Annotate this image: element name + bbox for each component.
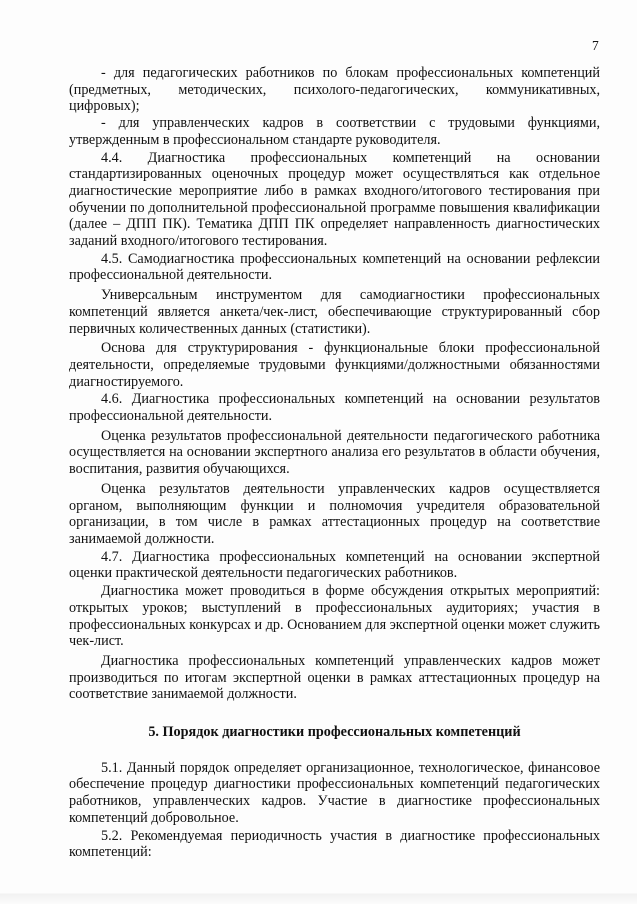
paragraph-open-events: Диагностика может проводиться в форме обсуждения открытых мероприятий: открытых уроков; выступлений в профессиональных аудиториях; участия в профессиональных конкурсах и др. Основанием для экспертной оценки может служить чек-лист.: [69, 583, 600, 650]
section-heading: 5. Порядок диагностики профессиональных компетенций: [148, 724, 521, 741]
paragraph-4-4: 4.4. Диагностика профессиональных компетенций на основании стандартизированных оценочных процедур может осуществляться как отдельное диагностические мероприятие либо в рамках входного/итогового тестирования при обучении по дополнительной профессиональной программе повышения квалификации (далее – ДПП ПК). Тематика ДПП ПК определяет направленность диагностических заданий входного/итогового тестирования.: [69, 149, 600, 250]
paragraph-teacher-results-evaluation: Оценка результатов профессиональной деятельности педагогического работника осуществляется на основании экспертного анализа его результатов в области обучения, воспитания, развития обучающихся.: [69, 427, 600, 478]
paragraph-4-7: 4.7. Диагностика профессиональных компетенций на основании экспертной оценки практической деятельности педагогических работников.: [69, 548, 600, 582]
paragraph-4-6: 4.6. Диагностика профессиональных компетенций на основании результатов профессиональной деятельности.: [69, 391, 600, 425]
paragraph-structuring-basis: Основа для структурирования - функциональные блоки профессиональной деятельности, определяемые трудовыми функциями/должностными обязанностями диагностируемого.: [69, 340, 600, 390]
scan-bottom-edge: [0, 888, 637, 904]
paragraph-managers: - для управленческих кадров в соответствии с трудовыми функциями, утвержденным в профессиональном стандарте руководителя.: [69, 115, 600, 148]
paragraph-4-5: 4.5. Самодиагностика профессиональных компетенций на основании рефлексии профессиональной деятельности.: [69, 250, 600, 284]
paragraph-manager-results-evaluation: Оценка результатов деятельности управленческих кадров осуществляется органом, выполняющим функции и полномочия учредителя образовательной организации, в том числе в рамках аттестационных процедур на соответствие занимаемой должности.: [69, 480, 600, 547]
page-number: 7: [592, 38, 599, 53]
paragraph-self-diagnostic-tool: Универсальным инструментом для самодиагностики профессиональных компетенций является анкета/чек-лист, обеспечивающие структурированный сбор первичных количественных данных (статистики).: [69, 287, 600, 337]
paragraph-teachers-blocks: - для педагогических работников по блокам профессиональных компетенций (предметных, методических, психолого-педагогических, коммуникативных, цифровых);: [69, 65, 600, 115]
paragraph-5-2: 5.2. Рекомендуемая периодичность участия в диагностике профессиональных компетенций:: [69, 827, 600, 861]
paragraph-manager-expert-evaluation: Диагностика профессиональных компетенций управленческих кадров может производиться по итогам экспертной оценки в рамках аттестационных процедур на соответствие занимаемой должности.: [69, 652, 600, 703]
document-body: [69, 65, 600, 861]
paragraph-5-1: 5.1. Данный порядок определяет организационное, технологическое, финансовое обеспечение процедур диагностики профессиональных компетенций педагогических работников, управленческих кадров. Участие в диагностике профессиональных компетенций добровольное.: [69, 759, 600, 826]
